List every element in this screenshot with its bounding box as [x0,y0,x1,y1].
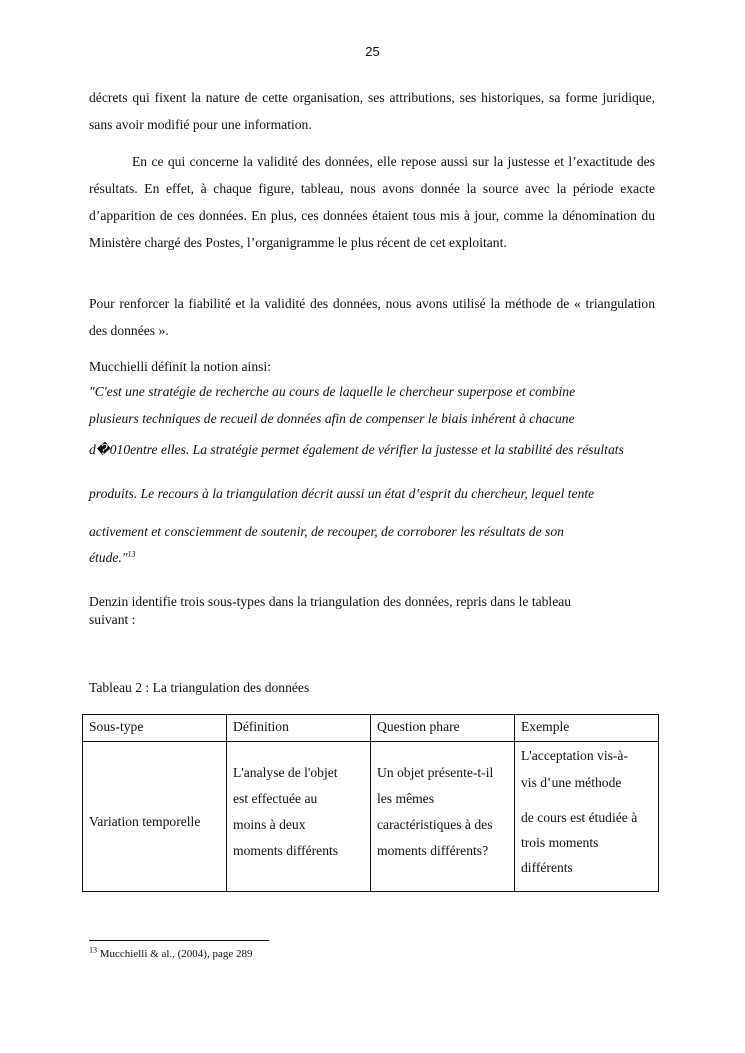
definition-line: moments différents [233,843,339,858]
denzin-line-1: Denzin identifie trois sous-types dans la triangulation des données, repris dans le tableau [89,594,572,609]
quote-line-6 [89,550,136,566]
quote-line-3: d�010entre elles. La stratégie permet également de vérifier la justesse et la stabilité des résultats [89,442,624,457]
table-header-cell: Définition [227,715,371,742]
question-line: les mêmes [377,791,435,806]
footnote-number: 13 [89,945,97,955]
example-line: L'acceptation vis-à- [521,748,628,763]
table-row [83,742,659,892]
denzin-line-2: suivant : [89,612,136,627]
example-line: différents [521,860,573,875]
table-header-row [83,715,659,742]
example-line: vis d‛une méthode [521,775,622,790]
footnote-divider [89,940,269,941]
subtype-cell: Variation temporelle [83,742,227,892]
quote-line-1: "C'est une stratégie de recherche au cours de laquelle le chercheur superpose et combine [89,384,576,399]
definition-cell [227,742,371,892]
paragraph-3: Pour renforcer la fiabilité et la validité des données, nous avons utilisé la méthode de « triangulation des données ». [89,296,655,338]
triangulation-table [82,714,659,892]
table-header-cell: Sous-type [83,715,227,742]
footnote [89,945,253,960]
quote-end-text: étude." [89,550,128,565]
paragraph-2: En ce qui concerne la validité des données, elle repose aussi sur la justesse et l’exactitude des résultats. En effet, à chaque figure, tableau, nous avons donnée la source avec la période exacte d’apparition de ces données. En plus, ces données étaient tous mis à jour, comme la dénomination du Ministère chargé des Postes, l’organigramme le plus récent de cet exploitant. [89,154,655,250]
question-cell [371,742,515,892]
paragraph-1: décrets qui fixent la nature de cette organisation, ses attributions, ses historiques, sa forme juridique, sans avoir modifié pour une information. [89,90,655,132]
example-line: trois moments [521,835,599,850]
question-line: caractéristiques à des [377,817,493,832]
quote-line-4: produits. Le recours à la triangulation décrit aussi un état d‛esprit du chercheur, lequel tente [89,486,595,501]
definition-line: moins à deux [233,817,306,832]
definition-line: L'analyse de l'objet [233,765,338,780]
quote-line-5: activement et consciemment de soutenir, de recouper, de corroborer les résultats de son [89,524,564,539]
table-caption: Tableau 2 : La triangulation des données [89,680,310,695]
table-header-cell: Question phare [371,715,515,742]
paragraph-4: Mucchielli définit la notion ainsi: [89,359,271,374]
definition-line: est effectuée au [233,791,318,806]
table-header-cell: Exemple [515,715,659,742]
page-number: 25 [365,44,380,59]
question-line: moments différents? [377,843,489,858]
example-line: de cours est étudiée à [521,810,638,825]
example-cell [515,742,659,892]
footnote-text: Mucchielli & al., (2004), page 289 [99,948,253,960]
footnote-reference: 13 [127,549,136,559]
quote-line-2: plusieurs techniques de recueil de données afin de compenser le biais inhérent à chacune [89,411,575,426]
question-line: Un objet présente-t-il [377,765,494,780]
